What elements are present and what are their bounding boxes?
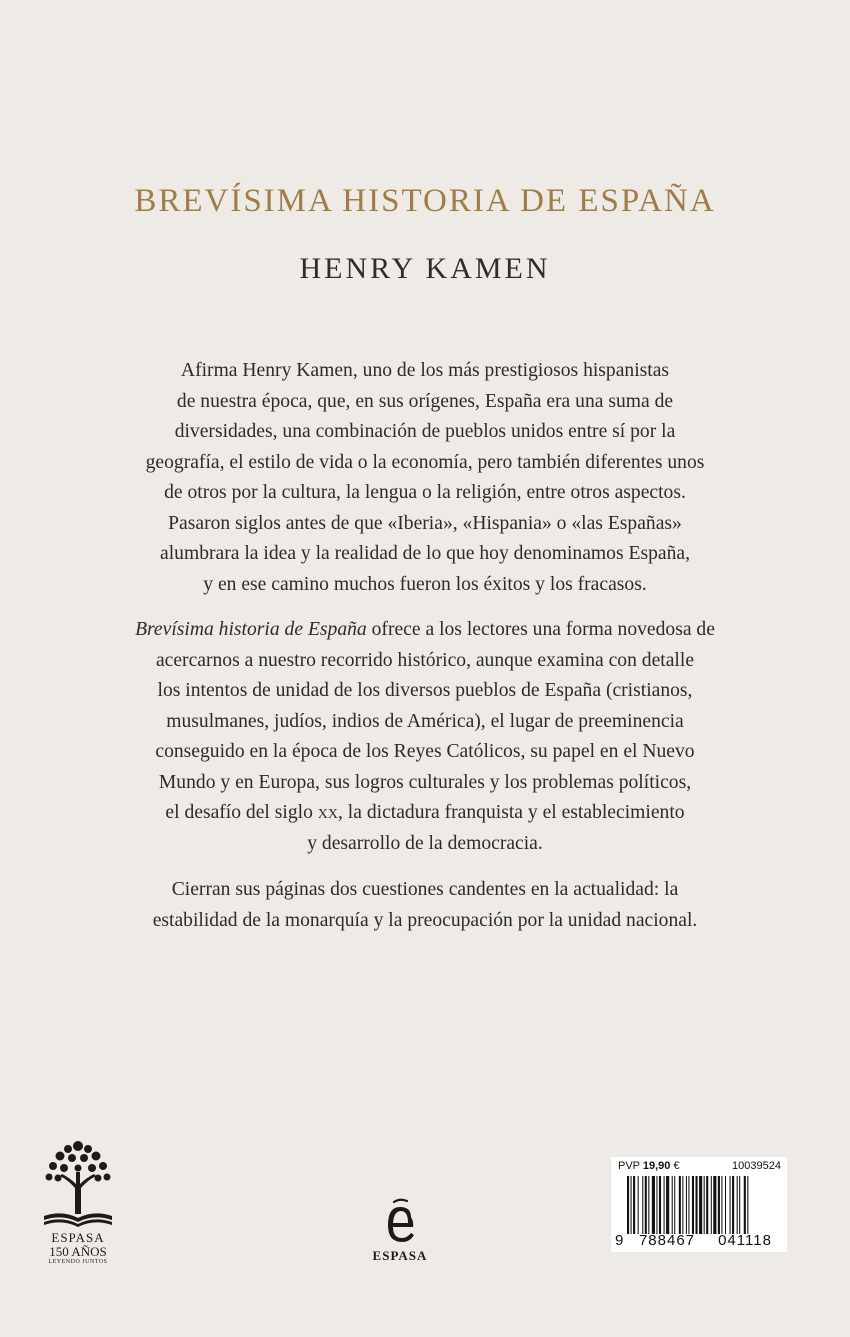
price-row <box>618 1160 781 1174</box>
barcode-bar <box>642 1176 643 1234</box>
book-title-italic: Brevísima historia de España <box>135 619 367 640</box>
espasa-150-anniversary-logo <box>38 1136 118 1276</box>
price-info <box>618 1160 680 1174</box>
barcode-bar <box>721 1176 722 1234</box>
ean-barcode-icon <box>627 1176 781 1234</box>
isbn-group-1: 788467 <box>638 1231 696 1249</box>
barcode-bar <box>737 1176 738 1234</box>
isbn-group-2: 041118 <box>718 1231 772 1249</box>
blurb-paragraph-1 <box>60 356 790 600</box>
barcode-bar <box>686 1176 687 1234</box>
blurb-line: Cierran sus páginas dos cuestiones candentes en la actualidad: la <box>171 879 679 900</box>
blurb-paragraph-2 <box>60 615 790 859</box>
barcode-bar <box>744 1176 746 1234</box>
barcode-bar <box>730 1176 731 1234</box>
barcode-bar <box>666 1176 669 1234</box>
blurb-line: estabilidad de la monarquía y la preocupación por la unidad nacional. <box>152 909 698 931</box>
blurb-line: y desarrollo de la democracia. <box>307 832 543 854</box>
espasa-e-logo-icon <box>380 1198 420 1246</box>
barcode-bar <box>664 1176 665 1234</box>
barcode-bar <box>725 1176 726 1234</box>
anniversary-logo-line2: 150 AÑOS <box>49 1244 107 1259</box>
barcode-bar <box>631 1176 632 1234</box>
blurb-line: acercarnos a nuestro recorrido histórico, aunque examina con detalle <box>155 649 695 671</box>
book-author: HENRY KAMEN <box>299 252 551 285</box>
tree-book-icon <box>38 1136 118 1228</box>
blurb-text: el desafío del siglo <box>165 802 318 823</box>
blurb-line: conseguido en la época de los Reyes Católicos, su papel en el Nuevo <box>155 741 695 762</box>
blurb-line: los intentos de unidad de los diversos pueblos de España (cristianos, <box>157 680 693 701</box>
isbn-first-digit: 9 <box>615 1231 624 1249</box>
barcode-bar <box>638 1176 639 1234</box>
blurb-line: Mundo y en Europa, sus logros culturales y los problemas políticos, <box>158 771 692 793</box>
barcode-label <box>611 1157 787 1252</box>
publisher-name: ESPASA <box>372 1248 428 1263</box>
book-title: BREVÍSIMA HISTORIA DE ESPAÑA <box>134 183 716 219</box>
pvp-label: PVP <box>618 1160 640 1172</box>
barcode-bar <box>711 1176 712 1234</box>
barcode-bar <box>674 1176 675 1234</box>
blurb-paragraph-3 <box>60 875 790 936</box>
barcode-bar <box>704 1176 705 1234</box>
barcode-bar <box>747 1176 748 1234</box>
blurb-line: de otros por la cultura, la lengua o la religión, entre otros aspectos. <box>164 482 686 503</box>
blurb-line: y en ese camino muchos fueron los éxitos y los fracasos. <box>203 573 647 595</box>
barcode-bar <box>659 1176 661 1234</box>
blurb-line: de nuestra época, que, en sus orígenes, España era una suma de <box>176 390 674 412</box>
blurb-line <box>60 615 790 646</box>
barcode-bar <box>679 1176 681 1234</box>
barcode-bar <box>672 1176 673 1234</box>
blurb-line: Pasaron siglos antes de que «Iberia», «Hispania» o «las Españas» <box>168 512 682 534</box>
barcode-bar <box>648 1176 649 1234</box>
barcode-bar <box>692 1176 694 1234</box>
price-value: 19,90 <box>642 1160 671 1172</box>
barcode-bar <box>682 1176 683 1234</box>
anniversary-logo-line3: LEYENDO JUNTOS <box>48 1259 108 1265</box>
anniversary-logo-line1: ESPASA <box>51 1230 105 1245</box>
barcode-bar <box>688 1176 689 1234</box>
barcode-bar <box>645 1176 647 1234</box>
isbn-digits <box>615 1231 783 1249</box>
blurb-text: , la dictadura franquista y el establecimiento <box>338 802 685 823</box>
blurb-line: diversidades, una combinación de pueblos unidos entre sí por la <box>174 421 676 442</box>
product-code: 10039524 <box>732 1160 781 1172</box>
barcode-bar <box>633 1176 635 1234</box>
barcode-bar <box>656 1176 657 1234</box>
barcode-bar <box>627 1176 629 1234</box>
barcode-bar <box>696 1176 698 1234</box>
barcode-bar <box>706 1176 708 1234</box>
blurb-line: geografía, el estilo de vida o la economía, pero también diferentes unos <box>145 451 705 473</box>
century-smallcaps: xx <box>317 802 338 823</box>
publisher-logo <box>365 1198 435 1264</box>
barcode-bar <box>718 1176 720 1234</box>
blurb-text: ofrece a los lectores una forma novedosa de <box>366 619 715 640</box>
blurb-line <box>60 798 790 829</box>
barcode-bar <box>699 1176 702 1234</box>
blurb-line: Afirma Henry Kamen, uno de los más prestigiosos hispanistas <box>180 360 670 381</box>
barcode-bar <box>713 1176 716 1234</box>
currency: € <box>673 1160 680 1172</box>
barcode-bar <box>732 1176 734 1234</box>
barcode-bar <box>652 1176 655 1234</box>
blurb-line: alumbrara la idea y la realidad de lo que hoy denominamos España, <box>160 543 690 564</box>
barcode-bar <box>739 1176 740 1234</box>
blurb-line: musulmanes, judíos, indios de América), el lugar de preeminencia <box>166 710 684 732</box>
